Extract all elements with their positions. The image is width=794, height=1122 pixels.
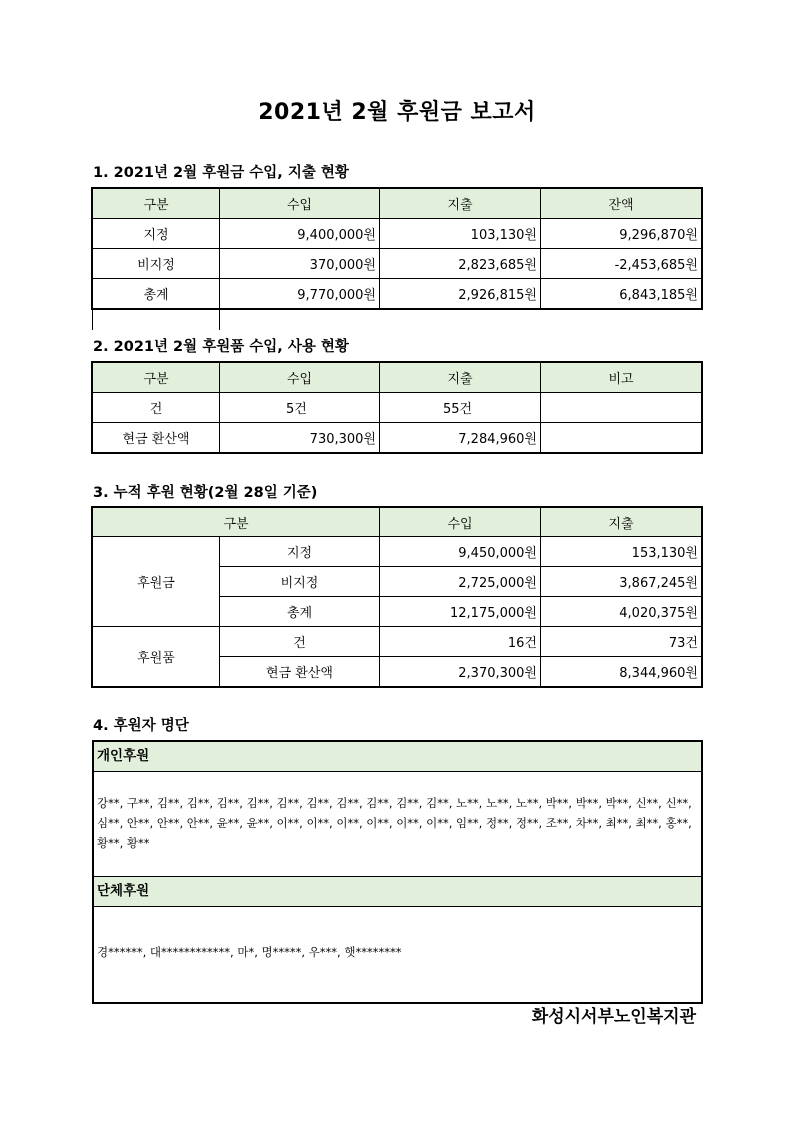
table-divider	[92, 309, 93, 330]
balance-cell: 6,843,185원	[541, 279, 702, 309]
expense-cell: 2,823,685원	[380, 249, 541, 279]
row-label: 지정	[220, 537, 380, 567]
row-label: 건	[93, 393, 220, 423]
expense-cell: 8,344,960원	[541, 657, 702, 687]
table-row	[93, 423, 702, 453]
row-label: 총계	[93, 279, 220, 309]
income-cell: 2,370,300원	[380, 657, 541, 687]
section1-table	[92, 188, 702, 309]
col-header: 수입	[220, 189, 380, 219]
row-label: 비지정	[220, 567, 380, 597]
income-cell: 9,400,000원	[220, 219, 380, 249]
expense-cell: 103,130원	[380, 219, 541, 249]
section3-table	[92, 507, 702, 687]
donor-list-box	[92, 740, 703, 1004]
expense-cell: 55건	[380, 393, 541, 423]
table-row	[93, 249, 702, 279]
table-row	[93, 537, 702, 567]
income-cell: 16건	[380, 627, 541, 657]
group-donor-names: 경******, 대************, 마*, 명*****, 우***, 햇********	[97, 945, 402, 959]
individual-donor-label: 개인후원	[94, 742, 701, 772]
col-header: 비고	[541, 363, 702, 393]
expense-cell: 153,130원	[541, 537, 702, 567]
income-cell: 5건	[220, 393, 380, 423]
col-header: 지출	[541, 508, 702, 537]
section2-table	[92, 362, 702, 453]
row-label: 비지정	[93, 249, 220, 279]
col-header: 지출	[380, 189, 541, 219]
balance-cell: 9,296,870원	[541, 219, 702, 249]
section2-heading: 2. 2021년 2월 후원품 수입, 사용 현황	[93, 339, 349, 355]
income-cell: 9,450,000원	[380, 537, 541, 567]
individual-donor-names: 강**, 구**, 김**, 김**, 김**, 김**, 김**, 김**, 김**, 김**, 김**, 김**, 노**, 노**, 노**, 박**, 박**, 박**, 신**, 신**, 심**, 안**, 안**, 안**, 윤**, 윤**, 이**, 이**, 이**, 이**, 이**, 이**, 임**, 정**, 정**, 조**, 차**, 최**, 최**, 홍**, 황**, 황**	[97, 796, 692, 850]
row-label: 현금 환산액	[220, 657, 380, 687]
remark-cell	[541, 423, 702, 453]
income-cell: 730,300원	[220, 423, 380, 453]
expense-cell: 7,284,960원	[380, 423, 541, 453]
organization-name: 화성시서부노인복지관	[531, 1007, 696, 1027]
income-cell: 12,175,000원	[380, 597, 541, 627]
group-label: 후원품	[93, 627, 220, 687]
income-cell: 2,725,000원	[380, 567, 541, 597]
section4-heading: 4. 후원자 명단	[93, 718, 189, 734]
section3-heading: 3. 누적 후원 현황(2월 28일 기준)	[93, 485, 318, 501]
table-row	[93, 393, 702, 423]
row-label: 총계	[220, 597, 380, 627]
income-cell: 9,770,000원	[220, 279, 380, 309]
col-header: 구분	[93, 189, 220, 219]
balance-cell: -2,453,685원	[541, 249, 702, 279]
income-cell: 370,000원	[220, 249, 380, 279]
col-header: 잔액	[541, 189, 702, 219]
col-header: 구분	[93, 363, 220, 393]
remark-cell	[541, 393, 702, 423]
table-row	[93, 627, 702, 657]
expense-cell: 73건	[541, 627, 702, 657]
section1-heading: 1. 2021년 2월 후원금 수입, 지출 현황	[93, 165, 349, 181]
expense-cell: 3,867,245원	[541, 567, 702, 597]
page-title: 2021년 2월 후원금 보고서	[258, 100, 536, 125]
row-label: 현금 환산액	[93, 423, 220, 453]
expense-cell: 2,926,815원	[380, 279, 541, 309]
row-label: 건	[220, 627, 380, 657]
table-row	[93, 219, 702, 249]
col-header: 수입	[220, 363, 380, 393]
col-header: 지출	[380, 363, 541, 393]
table-row	[93, 279, 702, 309]
row-label: 지정	[93, 219, 220, 249]
col-header: 구분	[93, 508, 380, 537]
col-header: 수입	[380, 508, 541, 537]
table-divider	[219, 309, 220, 330]
expense-cell: 4,020,375원	[541, 597, 702, 627]
group-label: 후원금	[93, 537, 220, 627]
group-donor-label: 단체후원	[94, 877, 701, 907]
